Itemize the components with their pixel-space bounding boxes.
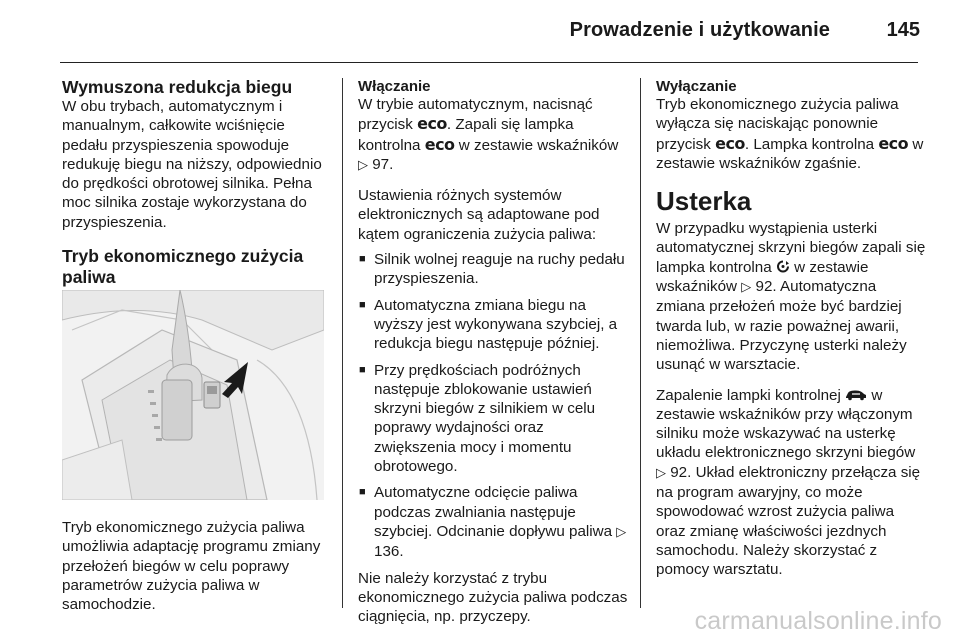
section-heading-fault: Usterka (656, 186, 752, 217)
header-rule (60, 62, 918, 63)
page-reference: 92. (755, 278, 777, 296)
paragraph: Nie należy korzystać z trybu ekonomicznego zużycia paliwa podczas ciągnięcia, np. przyczepy. (358, 569, 628, 626)
column-divider (342, 78, 343, 608)
transmission-fault-icon (776, 260, 790, 273)
list-item: ■ Przy prędkościach podróżnych następuje zblokowanie ustawień skrzyni biegów z silnikiem w celu poprawy wydajności oraz zwiększenia mocy i momentu obrotowego. (358, 361, 628, 477)
column-divider (640, 78, 641, 608)
column-1 (62, 78, 332, 288)
page-reference-icon: ▷ (358, 157, 368, 173)
gear-selector-drawing (62, 290, 324, 500)
list-item: ■ Silnik wolnej reaguje na ruchy pedału przyspieszenia. (358, 250, 628, 289)
car-service-icon (845, 389, 867, 401)
page-reference-icon: ▷ (616, 524, 627, 540)
gear-selector-illustration (62, 290, 324, 500)
figure-caption: Tryb ekonomicznego zużycia paliwa umożliwia adaptację programu zmiany przełożeń biegów w celu poprawy parametrów zużycia paliwa w samochodzie. (62, 519, 321, 614)
eco-icon: eco (715, 133, 745, 153)
page-number: 145 (886, 19, 920, 41)
paragraph: Tryb ekonomicznego zużycia paliwa wyłącza się naciskając ponownie przycisk eco. Lampka kontrolna eco w zestawie wskaźników zgaśnie. (656, 96, 924, 172)
paragraph: Ustawienia różnych systemów elektronicznych są adaptowane pod kątem ograniczenia zużycia paliwa: (358, 187, 600, 243)
page-reference: 136. (374, 543, 404, 561)
column-3 (656, 78, 926, 580)
list-item: ■ Automatyczne odcięcie paliwa podczas zwalniania następuje szybciej. Odcinanie dopływu paliwa ▷ 136. (358, 483, 628, 561)
paragraph: W obu trybach, automatycznym i manualnym, całkowite wciśnięcie pedału przyspieszenia spowoduje redukuję biegu na niższy, odpowiednio do prędkości obrotowej silnika. Pełna moc silnika zostaje wykorzystana do przyspieszenia. (62, 98, 322, 231)
page-reference: 92. (670, 463, 692, 481)
page-header (0, 0, 960, 62)
page-reference: 97. (372, 155, 394, 173)
paragraph: W trybie automatycznym, nacisnąć przycisk eco. Zapali się lampka kontrolna eco w zestawie wskaźników ▷ 97. (358, 96, 619, 173)
page-reference-icon: ▷ (656, 465, 666, 481)
section-heading-deactivation: Wyłączanie (656, 78, 737, 95)
paragraph: Zapalenie lampki kontrolnej w zestawie wskaźników przy włączonym silniku może wskazywać na usterkę układu elektronicznego skrzyni biegów ▷ 92. Układ elektroniczny przełącza się na program awaryjny, co może spowodować wzrost zużycia paliwa oraz zmianę właściwości jezdnych samochodu. Należy skorzystać z pomocy warsztatu. (656, 386, 921, 579)
bullet-list (358, 250, 628, 561)
eco-icon: eco (417, 114, 447, 134)
section-heading-eco-mode: Tryb ekonomicznego zużycia paliwa (62, 246, 304, 288)
column-2 (358, 78, 628, 626)
watermark: carmanualsonline.info (694, 607, 942, 635)
page-reference-icon: ▷ (741, 280, 752, 296)
eco-icon: eco (424, 134, 455, 154)
list-item: ■ Automatyczna zmiana biegu na wyższy jest wykonywana szybciej, a redukcja biegu następuje później. (358, 296, 628, 354)
header-title: Prowadzenie i użytkowanie (569, 19, 830, 41)
paragraph: W przypadku wystąpienia usterki automatycznej skrzyni biegów zapali się lampka kontrolna w zestawie wskaźników ▷ 92. Automatyczna zmiana przełożeń może być bardziej twarda lub, w razie poważnej awarii, niemożliwa. Przyczynę usterki należy usunąć w warsztacie. (656, 220, 926, 374)
eco-icon: eco (878, 133, 909, 153)
section-heading-kickdown: Wymuszona redukcja biegu (62, 77, 293, 97)
section-heading-activation: Włączanie (358, 78, 431, 95)
